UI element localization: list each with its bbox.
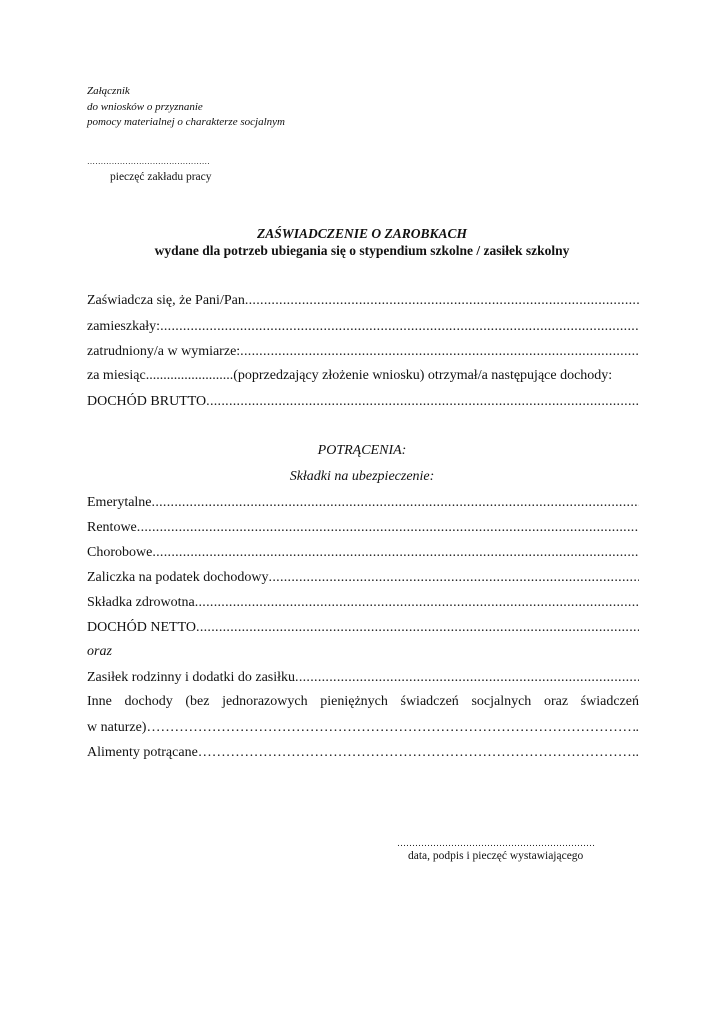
field-disability-label: Rentowe — [87, 520, 137, 535]
document-subtitle: wydane dla potrzeb ubiegania się o stypendium szkolne / zasiłek szkolny — [154, 243, 570, 258]
field-other-income-cont-label: w naturze) — [87, 720, 147, 735]
field-alimony: Alimenty potrącane ………………………………………………………………………………………………………………………………………… .. — [87, 744, 639, 762]
other-income-word: (bez — [185, 694, 210, 709]
other-income-word: dochody — [124, 694, 173, 709]
field-residence-label: zamieszkały: — [87, 319, 161, 334]
annex-line-2: do wniosków o przyznanie — [87, 100, 203, 113]
field-other-income-cont: w naturze) ………………………………………………………………………………………………………………………………………… . — [87, 719, 639, 737]
field-month-prefix: za miesiąc — [87, 368, 146, 383]
field-sickness-fill — [152, 544, 639, 562]
field-disability — [87, 519, 639, 537]
other-income-word: Inne — [87, 694, 112, 709]
field-employment — [87, 343, 639, 361]
field-sickness-label: Chorobowe — [87, 545, 153, 560]
other-income-word: jednorazowych — [222, 694, 308, 709]
field-pension — [87, 494, 639, 512]
field-employment-fill — [240, 343, 639, 361]
other-income-word: pieniężnych — [320, 694, 388, 709]
signature-label: data, podpis i pieczęć wystawiającego — [408, 850, 584, 862]
field-health-contribution — [87, 594, 639, 612]
field-income-tax-label: Zaliczka na podatek dochodowy — [87, 570, 269, 585]
stamp-label: pieczęć zakładu pracy — [110, 171, 212, 183]
field-pension-label: Emerytalne — [87, 495, 152, 510]
field-residence — [87, 318, 639, 336]
field-health-contribution-label: Składka zdrowotna — [87, 595, 195, 610]
deductions-heading: POTRĄCENIA: — [317, 443, 407, 458]
field-person — [87, 292, 639, 310]
signature-placeholder: ………………………………………………………… — [397, 838, 595, 848]
annex-line-1: Załącznik — [87, 85, 130, 97]
field-person-fill — [245, 292, 639, 310]
field-net-income — [87, 619, 639, 637]
field-month — [87, 368, 612, 384]
field-person-label: Zaświadcza się, że Pani/Pan — [87, 293, 245, 308]
annex-line-3: pomocy materialnej o charakterze socjalnym — [87, 116, 285, 128]
field-gross-income-fill — [206, 393, 639, 411]
field-month-suffix: (poprzedzający złożenie wniosku) otrzymał/a następujące dochody: — [233, 368, 613, 383]
field-family-allowance — [87, 669, 639, 687]
field-health-contribution-fill — [195, 594, 639, 612]
field-alimony-label: Alimenty potrącane — [87, 745, 198, 760]
document-title: ZAŚWIADCZENIE O ZAROBKACH — [256, 226, 468, 241]
other-income-word: świadczeń — [400, 694, 459, 709]
other-income-word: oraz — [543, 694, 569, 709]
field-income-tax-fill — [269, 569, 639, 587]
field-net-income-fill — [196, 619, 639, 637]
insurance-heading: Składki na ubezpieczenie: — [289, 469, 435, 484]
field-disability-fill — [137, 519, 639, 537]
field-pension-fill — [152, 494, 639, 512]
other-income-word: socjalnych — [471, 694, 532, 709]
field-gross-income-label: DOCHÓD BRUTTO — [87, 394, 207, 409]
field-family-allowance-label: Zasiłek rodzinny i dodatki do zasiłku — [87, 670, 296, 685]
other-income-word: świadczeń — [580, 694, 639, 709]
field-family-allowance-fill — [295, 669, 639, 687]
field-other-income — [87, 694, 639, 710]
field-other-income-fill — [146, 719, 635, 737]
annex-note — [87, 84, 285, 131]
field-income-tax — [87, 569, 639, 587]
field-alimony-fill — [198, 744, 632, 762]
field-residence-fill — [160, 318, 639, 336]
stamp-placeholder: ……………………………………… — [87, 157, 210, 166]
and-label: oraz — [87, 644, 112, 659]
field-net-income-label: DOCHÓD NETTO — [87, 620, 197, 635]
field-gross-income — [87, 393, 639, 411]
field-month-fill: ......................... — [145, 368, 234, 383]
field-sickness — [87, 544, 639, 562]
field-employment-label: zatrudniony/a w wymiarze: — [87, 344, 241, 359]
